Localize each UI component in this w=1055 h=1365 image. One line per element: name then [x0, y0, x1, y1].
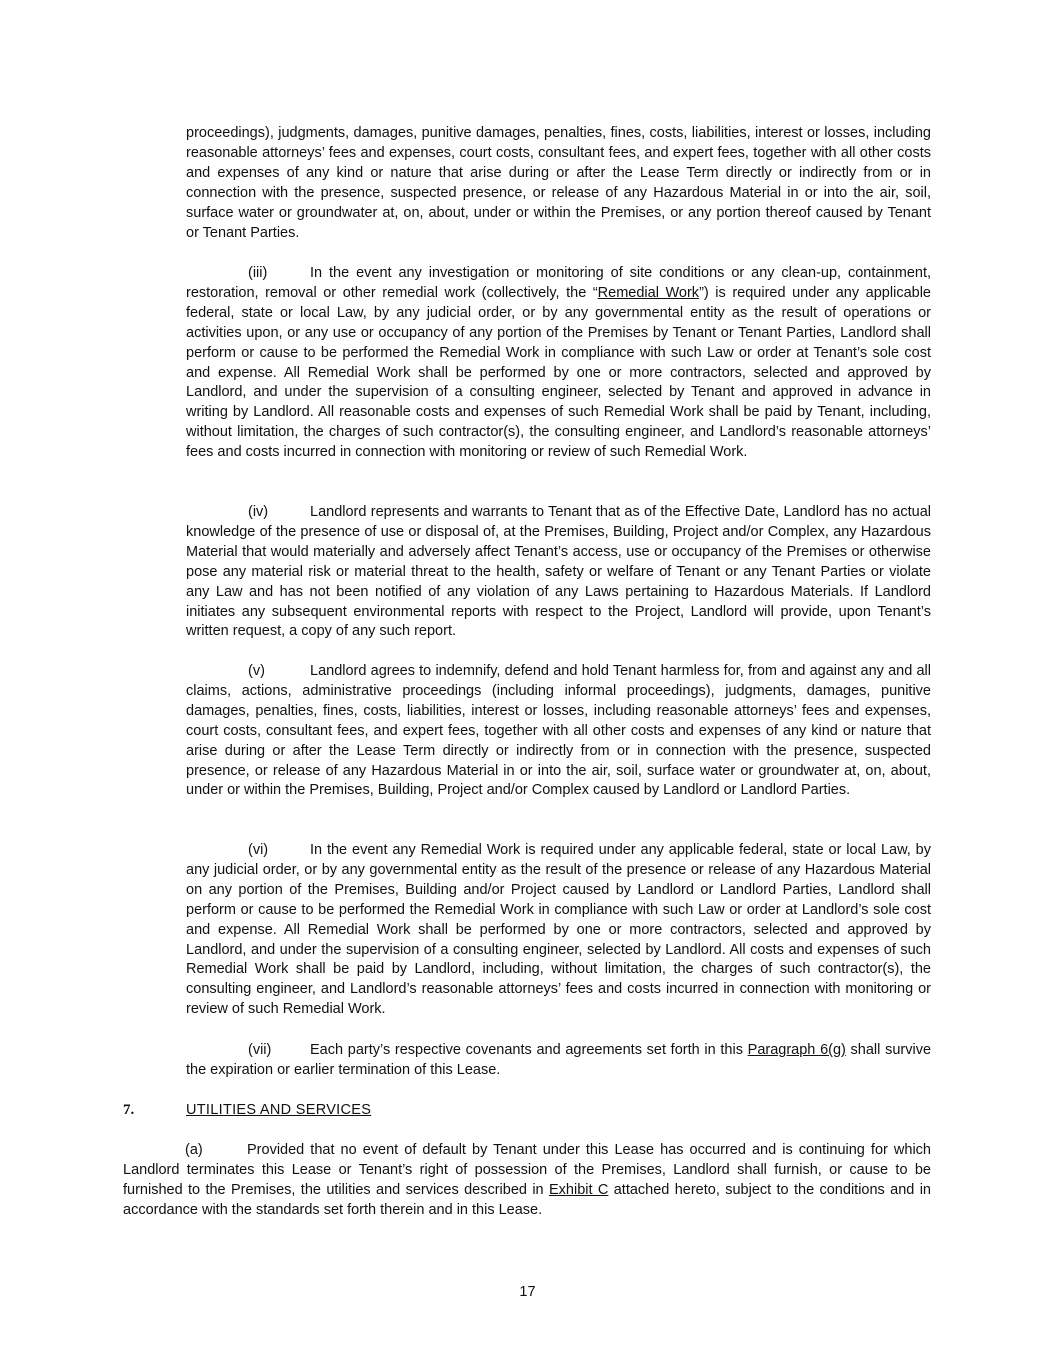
paragraph-v-label: (v)	[248, 663, 265, 679]
page-number: 17	[519, 1284, 536, 1300]
paragraph-iii-text-b: ”) is required under any applicable federal, state or local Law, by any judicial order, or by any governmental entity as the result of operations or activities upon, or any use or occupancy of any portion of the Premises by Tenant or Tenant Parties, Landlord shall perform or cause to be performed the Remedial Work in compliance with such Law or order at Tenant’s sole cost and expense. All Remedial Work shall be performed by one or more contractors, selected and approved by Landlord, and under the supervision of a consulting engineer, selected by Tenant and approved in advance in writing by Landlord. All reasonable costs and expenses of such Remedial Work shall be paid by Tenant, including, without limitation, the charges of such contractor(s), the consulting engineer, and Landlord’s reasonable attorneys’ fees and costs incurred in connection with monitoring or review of such Remedial Work.	[186, 284, 931, 461]
paragraph-vii	[186, 1041, 931, 1081]
paragraph-vii-label: (vii)	[248, 1042, 272, 1058]
paragraph-iii-text-a: In the event any investigation or monitoring of site conditions or any clean-up, containment, restoration, removal or other remedial work (collectively, the “	[186, 265, 931, 301]
section-7-title: UTILITIES AND SERVICES	[186, 1102, 372, 1118]
paragraph-vi-label: (vi)	[248, 842, 269, 858]
paragraph-7a-text-b: attached hereto, subject to the conditions and in accordance with the standards set forth therein and in this Lease.	[123, 1181, 931, 1218]
paragraph-v	[186, 662, 931, 801]
paragraph-iii-label: (iii)	[248, 265, 268, 281]
paragraph-continuation-text: proceedings), judgments, damages, punitive damages, penalties, fines, costs, liabilities, interest or losses, including reasonable attorneys’ fees and expenses, court costs, consultant fees, and expert fees, together with all other costs and expenses of any kind or nature that arise during or after the Lease Term directly or indirectly from or in connection with the presence, suspected presence, or release of any Hazardous Material in or into the air, soil, surface water or groundwater at, on, about, under or within the Premises, or any portion thereof caused by Tenant or Tenant Parties.	[186, 125, 931, 241]
paragraph-vii-text-b: shall survive the expiration or earlier termination of this Lease.	[186, 1042, 932, 1078]
paragraph-vi-text: In the event any Remedial Work is required under any applicable federal, state or local Law, by any judicial order, or by any governmental entity as the result of the presence or release of any Hazardous Material on any portion of the Premises, Building and/or Project caused by Landlord or Landlord Parties, Landlord shall perform or cause to be performed the Remedial Work in compliance with such Law or order at Landlord’s sole cost and expense. All Remedial Work shall be performed by one or more contractors, selected and approved by Landlord, and under the supervision of a consulting engineer, selected by Landlord. All costs and expenses of such Remedial Work shall be paid by Landlord, including, without limitation, the charges of such contractor(s), the consulting engineer, and Landlord’s reasonable attorneys’ fees and costs incurred in connection with monitoring or review of such Remedial Work.	[186, 842, 931, 1018]
paragraph-continuation	[186, 124, 931, 243]
paragraph-iv-text: Landlord represents and warrants to Tenant that as of the Effective Date, Landlord has no actual knowledge of the presence of use or disposal of, at the Premises, Building, Project and/or Complex, any Hazardous Material that would materially and adversely affect Tenant’s access, use or occupancy of the Premises or otherwise pose any material risk or material threat to the health, safety or welfare of Tenant or any Tenant Parties or violate any Law and has not been notified of any violation of any Laws pertaining to Hazardous Materials. If Landlord initiates any subsequent environmental reports with respect to the Project, Landlord will provide, upon Tenant’s written request, a copy of any such report.	[186, 504, 931, 640]
paragraph-iii	[186, 264, 931, 463]
paragraph-7a-text-a: Provided that no event of default by Tenant under this Lease has occurred and is continuing for which Landlord terminates this Lease or Tenant’s right of possession of the Premises, Landlord shall furnish, or cause to be furnished to the Premises, the utilities and services described in	[123, 1142, 931, 1198]
exhibit-c-reference: Exhibit C	[549, 1181, 609, 1198]
paragraph-vii-text-a: Each party’s respective covenants and agreements set forth in this	[310, 1042, 748, 1058]
paragraph-7a	[123, 1141, 931, 1221]
paragraph-v-text: Landlord agrees to indemnify, defend and hold Tenant harmless for, from and against any and all claims, actions, administrative proceedings (including informal proceedings), judgments, damages, punitive damages, penalties, fines, costs, liabilities, interest or losses, including reasonable attorneys’ fees and expenses, court costs, consultant fees, and expert fees, together with all other costs and expenses of any kind or nature that arise during or after the Lease Term directly or indirectly from or in connection with the presence, suspected presence, or release of any Hazardous Material in or into the air, soil, surface water or groundwater at, on, about, under or within the Premises, Building, Project and/or Complex caused by Landlord or Landlord Parties.	[186, 663, 931, 799]
paragraph-7a-label: (a)	[185, 1142, 203, 1158]
section-7-number: 7.	[123, 1102, 135, 1118]
paragraph-iv	[186, 503, 931, 642]
paragraph-iv-label: (iv)	[248, 504, 269, 520]
paragraph-vi	[186, 841, 931, 1020]
paragraph-6g-reference: Paragraph 6(g)	[747, 1042, 846, 1058]
defined-term-remedial-work: Remedial Work	[597, 284, 700, 301]
